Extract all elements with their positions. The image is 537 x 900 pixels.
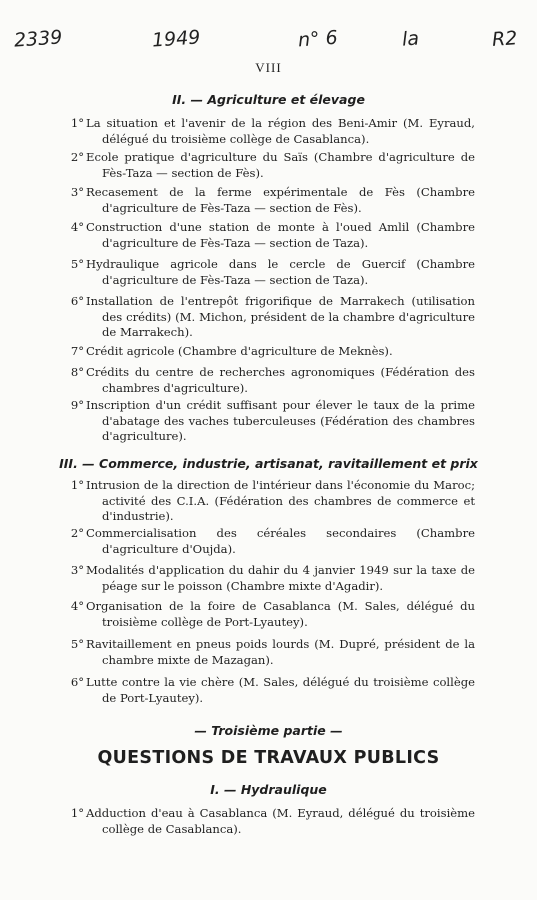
- handwritten-ref: 2339: [13, 26, 64, 52]
- section-title: II. — Agriculture et élevage: [172, 92, 365, 107]
- item-number: 9°: [70, 398, 84, 412]
- item-text: Organisation de la foire de Casablanca (M. Sales, délégué du troisième collège de Port-Lyautey).: [86, 599, 475, 629]
- item-number: 1°: [70, 116, 84, 130]
- item-number: 5°: [70, 637, 84, 651]
- item-text: Inscription d'un crédit suffisant pour élever le taux de la prime d'abatage des vaches tuberculeuses (Fédération des chambres d'agriculture).: [86, 398, 475, 443]
- item-number: 4°: [70, 599, 84, 613]
- handwritten-mark-la: la: [401, 27, 420, 51]
- item-number: 3°: [70, 563, 84, 577]
- part-title: QUESTIONS DE TRAVAUX PUBLICS: [97, 748, 440, 768]
- list-item: [60, 599, 475, 630]
- list-item: [60, 478, 475, 525]
- section-heading-agriculture: [0, 92, 537, 107]
- item-text: Construction d'une station de monte à l'oued Amlil (Chambre d'agriculture de Fès-Taza — section de Taza).: [86, 220, 475, 250]
- list-item: [60, 257, 475, 288]
- list-item: [60, 116, 475, 147]
- item-number: 5°: [70, 257, 84, 271]
- handwritten-mark-r2: R2: [491, 27, 519, 51]
- item-number: 2°: [70, 526, 84, 540]
- list-item: [60, 185, 475, 216]
- section-title: III. — Commerce, industrie, artisanat, ravitaillement et prix: [59, 456, 478, 471]
- section-heading-hydraulique: [0, 782, 537, 797]
- item-number: 1°: [70, 478, 84, 492]
- list-item: [60, 806, 475, 837]
- list-item: [60, 675, 475, 706]
- item-number: 8°: [70, 365, 84, 379]
- list-item: [60, 637, 475, 668]
- section-title: I. — Hydraulique: [210, 782, 327, 797]
- list-item: [60, 398, 475, 445]
- item-text: Commercialisation des céréales secondaires (Chambre d'agriculture d'Oujda).: [86, 526, 475, 556]
- part-label: — Troisième partie —: [194, 723, 343, 738]
- list-item: [60, 150, 475, 181]
- handwritten-issue: n° 6: [297, 26, 339, 52]
- handwritten-year: 1949: [151, 26, 202, 52]
- item-text: Recasement de la ferme expérimentale de Fès (Chambre d'agriculture de Fès-Taza — section de Fès).: [86, 185, 475, 215]
- item-number: 6°: [70, 294, 84, 308]
- list-item: [60, 294, 475, 341]
- item-text: Installation de l'entrepôt frigorifique de Marrakech (utilisation des crédits) (M. Michon, président de la chambre d'agriculture de Marrakech).: [86, 294, 475, 339]
- item-number: 3°: [70, 185, 84, 199]
- item-text: Crédits du centre de recherches agronomiques (Fédération des chambres d'agriculture).: [86, 365, 475, 395]
- item-number: 4°: [70, 220, 84, 234]
- item-number: 1°: [70, 806, 84, 820]
- section-heading-commerce: [0, 456, 537, 471]
- list-item: [60, 526, 475, 557]
- item-text: Intrusion de la direction de l'intérieur dans l'économie du Maroc; activité des C.I.A. (Fédération des chambres de commerce et d'industrie).: [86, 478, 475, 523]
- item-number: 6°: [70, 675, 84, 689]
- list-item: [60, 563, 475, 594]
- item-text: Crédit agricole (Chambre d'agriculture de Meknès).: [86, 344, 393, 358]
- item-text: Ecole pratique d'agriculture du Saïs (Chambre d'agriculture de Fès-Taza — section de Fès).: [86, 150, 475, 180]
- item-text: Lutte contre la vie chère (M. Sales, délégué du troisième collège de Port-Lyautey).: [86, 675, 475, 705]
- item-text: Hydraulique agricole dans le cercle de Guercif (Chambre d'agriculture de Fès-Taza — section de Taza).: [86, 257, 475, 287]
- list-item: [60, 365, 475, 396]
- item-text: Ravitaillement en pneus poids lourds (M. Dupré, président de la chambre mixte de Mazagan).: [86, 637, 475, 667]
- item-text: Adduction d'eau à Casablanca (M. Eyraud, délégué du troisième collège de Casablanca).: [86, 806, 475, 836]
- list-item: [60, 220, 475, 251]
- item-text: Modalités d'application du dahir du 4 janvier 1949 sur la taxe de péage sur le poisson (Chambre mixte d'Agadir).: [86, 563, 475, 593]
- item-number: 2°: [70, 150, 84, 164]
- list-item: [60, 344, 475, 360]
- item-number: 7°: [70, 344, 84, 358]
- item-text: La situation et l'avenir de la région des Beni-Amir (M. Eyraud, délégué du troisième collège de Casablanca).: [86, 116, 475, 146]
- page-number: VIII: [255, 60, 282, 75]
